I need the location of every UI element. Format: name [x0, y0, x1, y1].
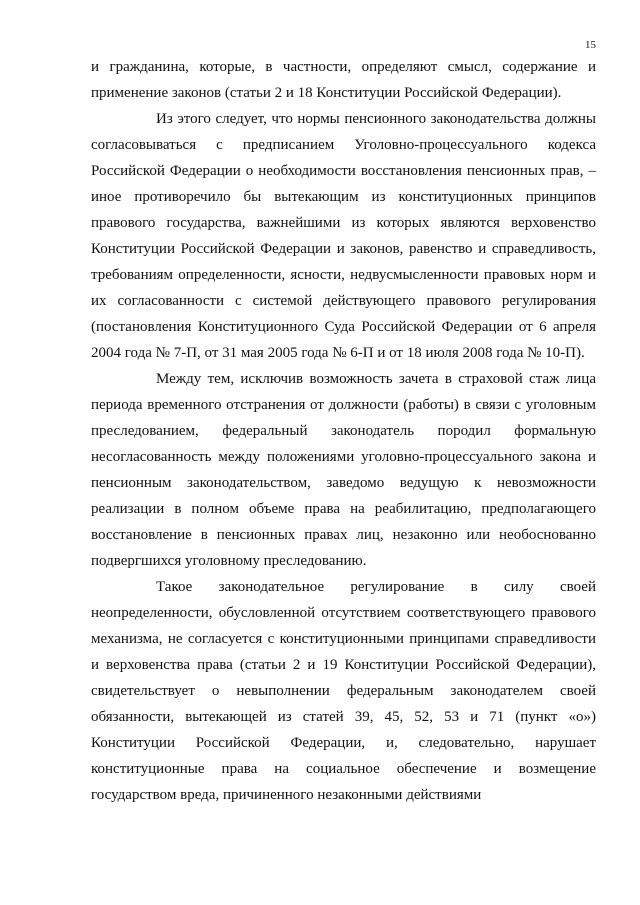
page-number: 15 — [585, 39, 596, 51]
document-body — [91, 54, 596, 808]
paragraph: Между тем, исключив возможность зачета в страховой стаж лица периода временного отстранения от должности (работы) в связи с уголовным преследованием, федеральный законодатель породил формальную несогласованность между положениями уголовно-процессуального закона и пенсионным законодательством, заведомо ведущую к невозможности реализации в полном объеме права на реабилитацию, предполагающего восстановление в пенсионных правах лиц, незаконно или необоснованно подвергшихся уголовному преследованию. — [91, 371, 596, 569]
paragraph: Из этого следует, что нормы пенсионного законодательства должны согласовываться с предписанием Уголовно-процессуального кодекса Российской Федерации о необходимости восстановления пенсионных прав, – иное противоречило бы вытекающим из конституционных принципов правового государства, важнейшими из которых являются верховенство Конституции Российской Федерации и законов, равенство и справедливость, требованиям определенности, ясности, недвусмысленности правовых норм и их согласованности с системой действующего правового регулирования (постановления Конституционного Суда Российской Федерации от 6 апреля 2004 года № 7-П, от 31 мая 2005 года № 6-П и от 18 июля 2008 года № 10-П). — [91, 111, 596, 361]
paragraph: Такое законодательное регулирование в силу своей неопределенности, обусловленной отсутствием соответствующего правового механизма, не согласуется с конституционными принципами справедливости и верховенства права (статьи 2 и 19 Конституции Российской Федерации), свидетельствует о невыполнении федеральным законодателем своей обязанности, вытекающей из статей 39, 45, 52, 53 и 71 (пункт «о») Конституции Российской Федерации, и, следовательно, нарушает конституционные права на социальное обеспечение и возмещение государством вреда, причиненного незаконными действиями — [91, 579, 596, 803]
paragraph-continuation: и гражданина, которые, в частности, определяют смысл, содержание и применение законов (статьи 2 и 18 Конституции Российской Федерации). — [91, 59, 596, 101]
